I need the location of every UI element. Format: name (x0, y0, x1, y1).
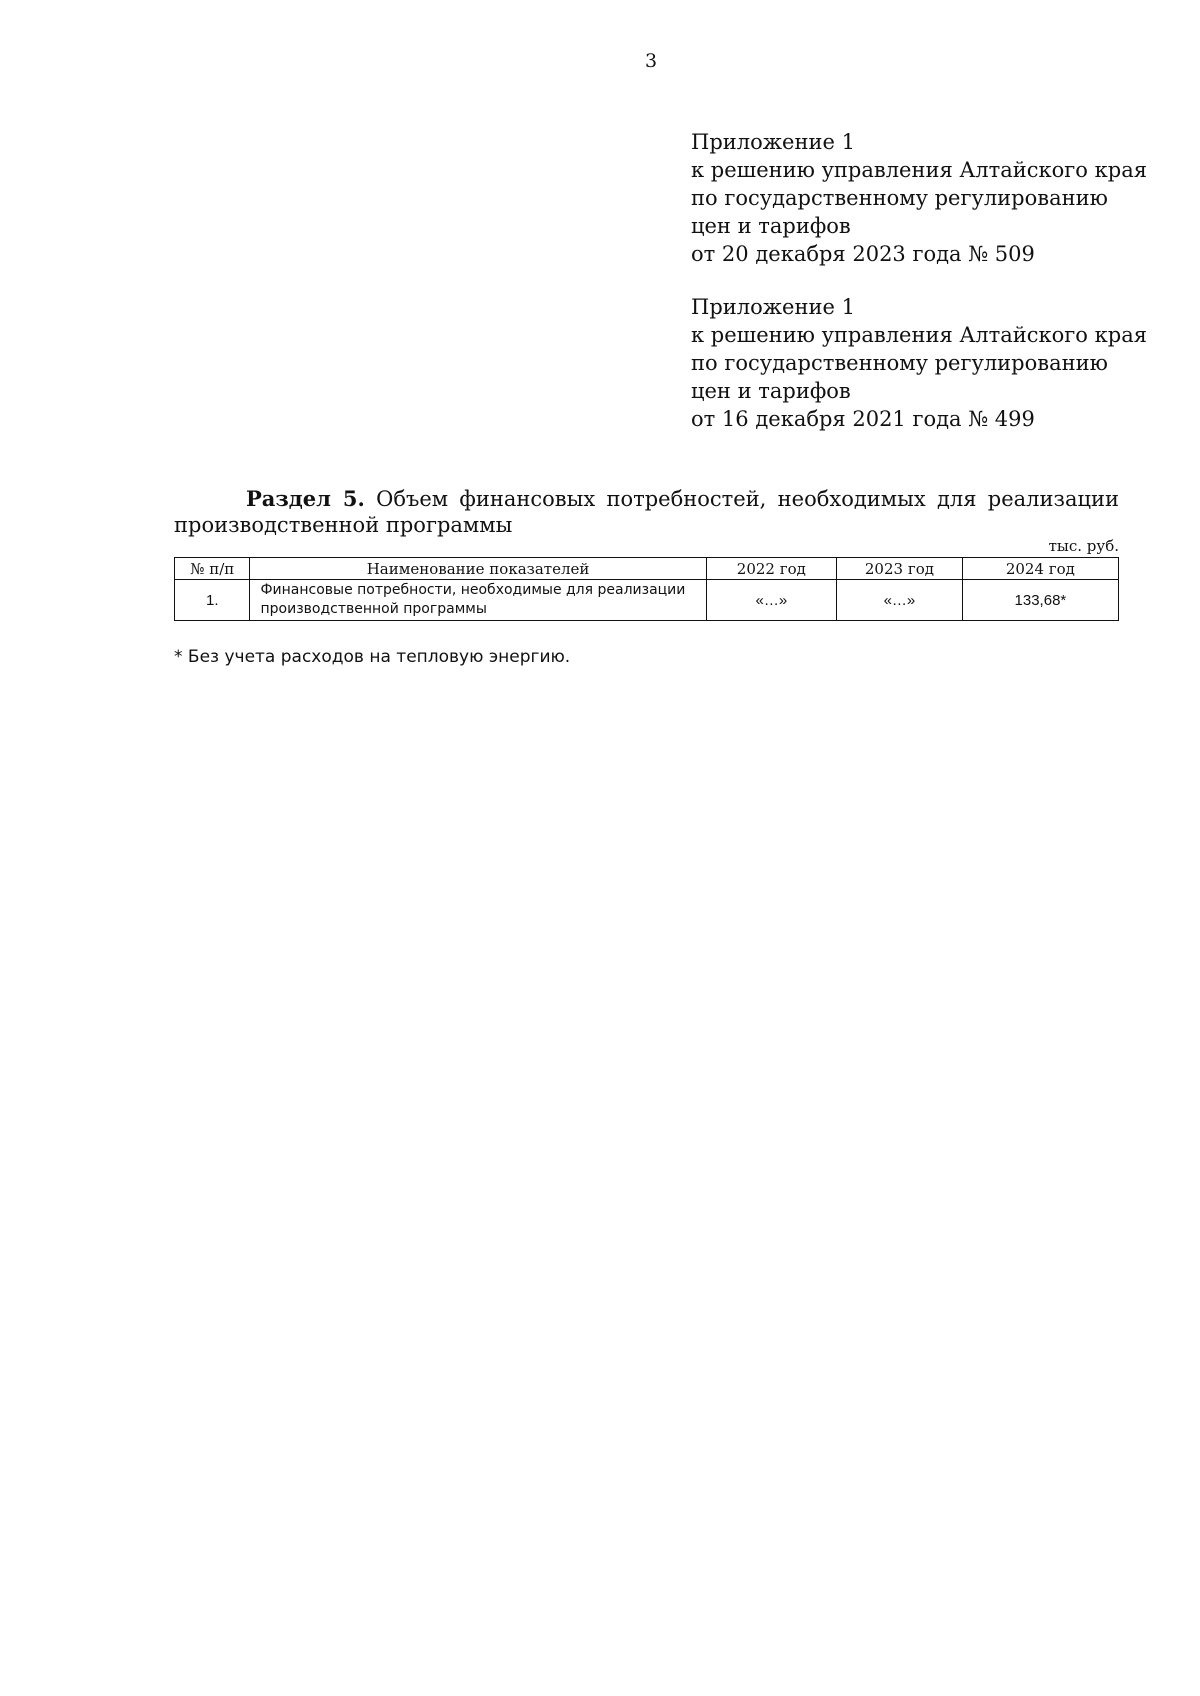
header-year-2022: 2022 год (706, 558, 837, 580)
row-number: 1. (175, 580, 250, 621)
row-value-2023: «…» (837, 580, 963, 621)
appendix-title: Приложение 1 (691, 130, 855, 154)
section-heading (174, 486, 1119, 538)
appendix-date: от 16 декабря 2021 года № 499 (691, 407, 1035, 431)
section-label: Раздел 5. (246, 486, 365, 511)
units-label: тыс. руб. (1048, 537, 1119, 555)
table-row (175, 580, 1119, 621)
header-year-2023: 2023 год (837, 558, 963, 580)
appendix-date: от 20 декабря 2023 года № 509 (691, 242, 1035, 266)
appendix-line: цен и тарифов (691, 214, 851, 238)
appendix-title: Приложение 1 (691, 295, 855, 319)
appendix-block-current (691, 128, 1161, 268)
appendix-line: к решению управления Алтайского края (691, 158, 1147, 182)
appendix-block-original (691, 293, 1161, 433)
appendix-line: цен и тарифов (691, 379, 851, 403)
appendix-line: по государственному регулированию (691, 186, 1108, 210)
row-indicator-name-line-1: Финансовые потребности, необходимые для реализации (260, 582, 686, 598)
row-value-2024: 133,68* (962, 580, 1118, 621)
table-header-row (175, 558, 1119, 580)
section-heading-line-1 (174, 486, 1119, 512)
row-value-2022: «…» (706, 580, 837, 621)
appendix-line: к решению управления Алтайского края (691, 323, 1147, 347)
row-indicator-name (250, 580, 706, 621)
header-number: № п/п (175, 558, 250, 580)
footnote: * Без учета расходов на тепловую энергию. (174, 647, 571, 667)
section-title-start: Объем финансовых потребностей, необходимых для реализации (376, 487, 1119, 511)
row-indicator-name-line-2: производственной программы (260, 601, 487, 617)
financial-needs-table (174, 557, 1119, 621)
header-year-2024: 2024 год (962, 558, 1118, 580)
header-indicator-name: Наименование показателей (250, 558, 706, 580)
page-number: 3 (644, 50, 658, 72)
section-title-end: производственной программы (174, 513, 513, 537)
appendix-line: по государственному регулированию (691, 351, 1108, 375)
